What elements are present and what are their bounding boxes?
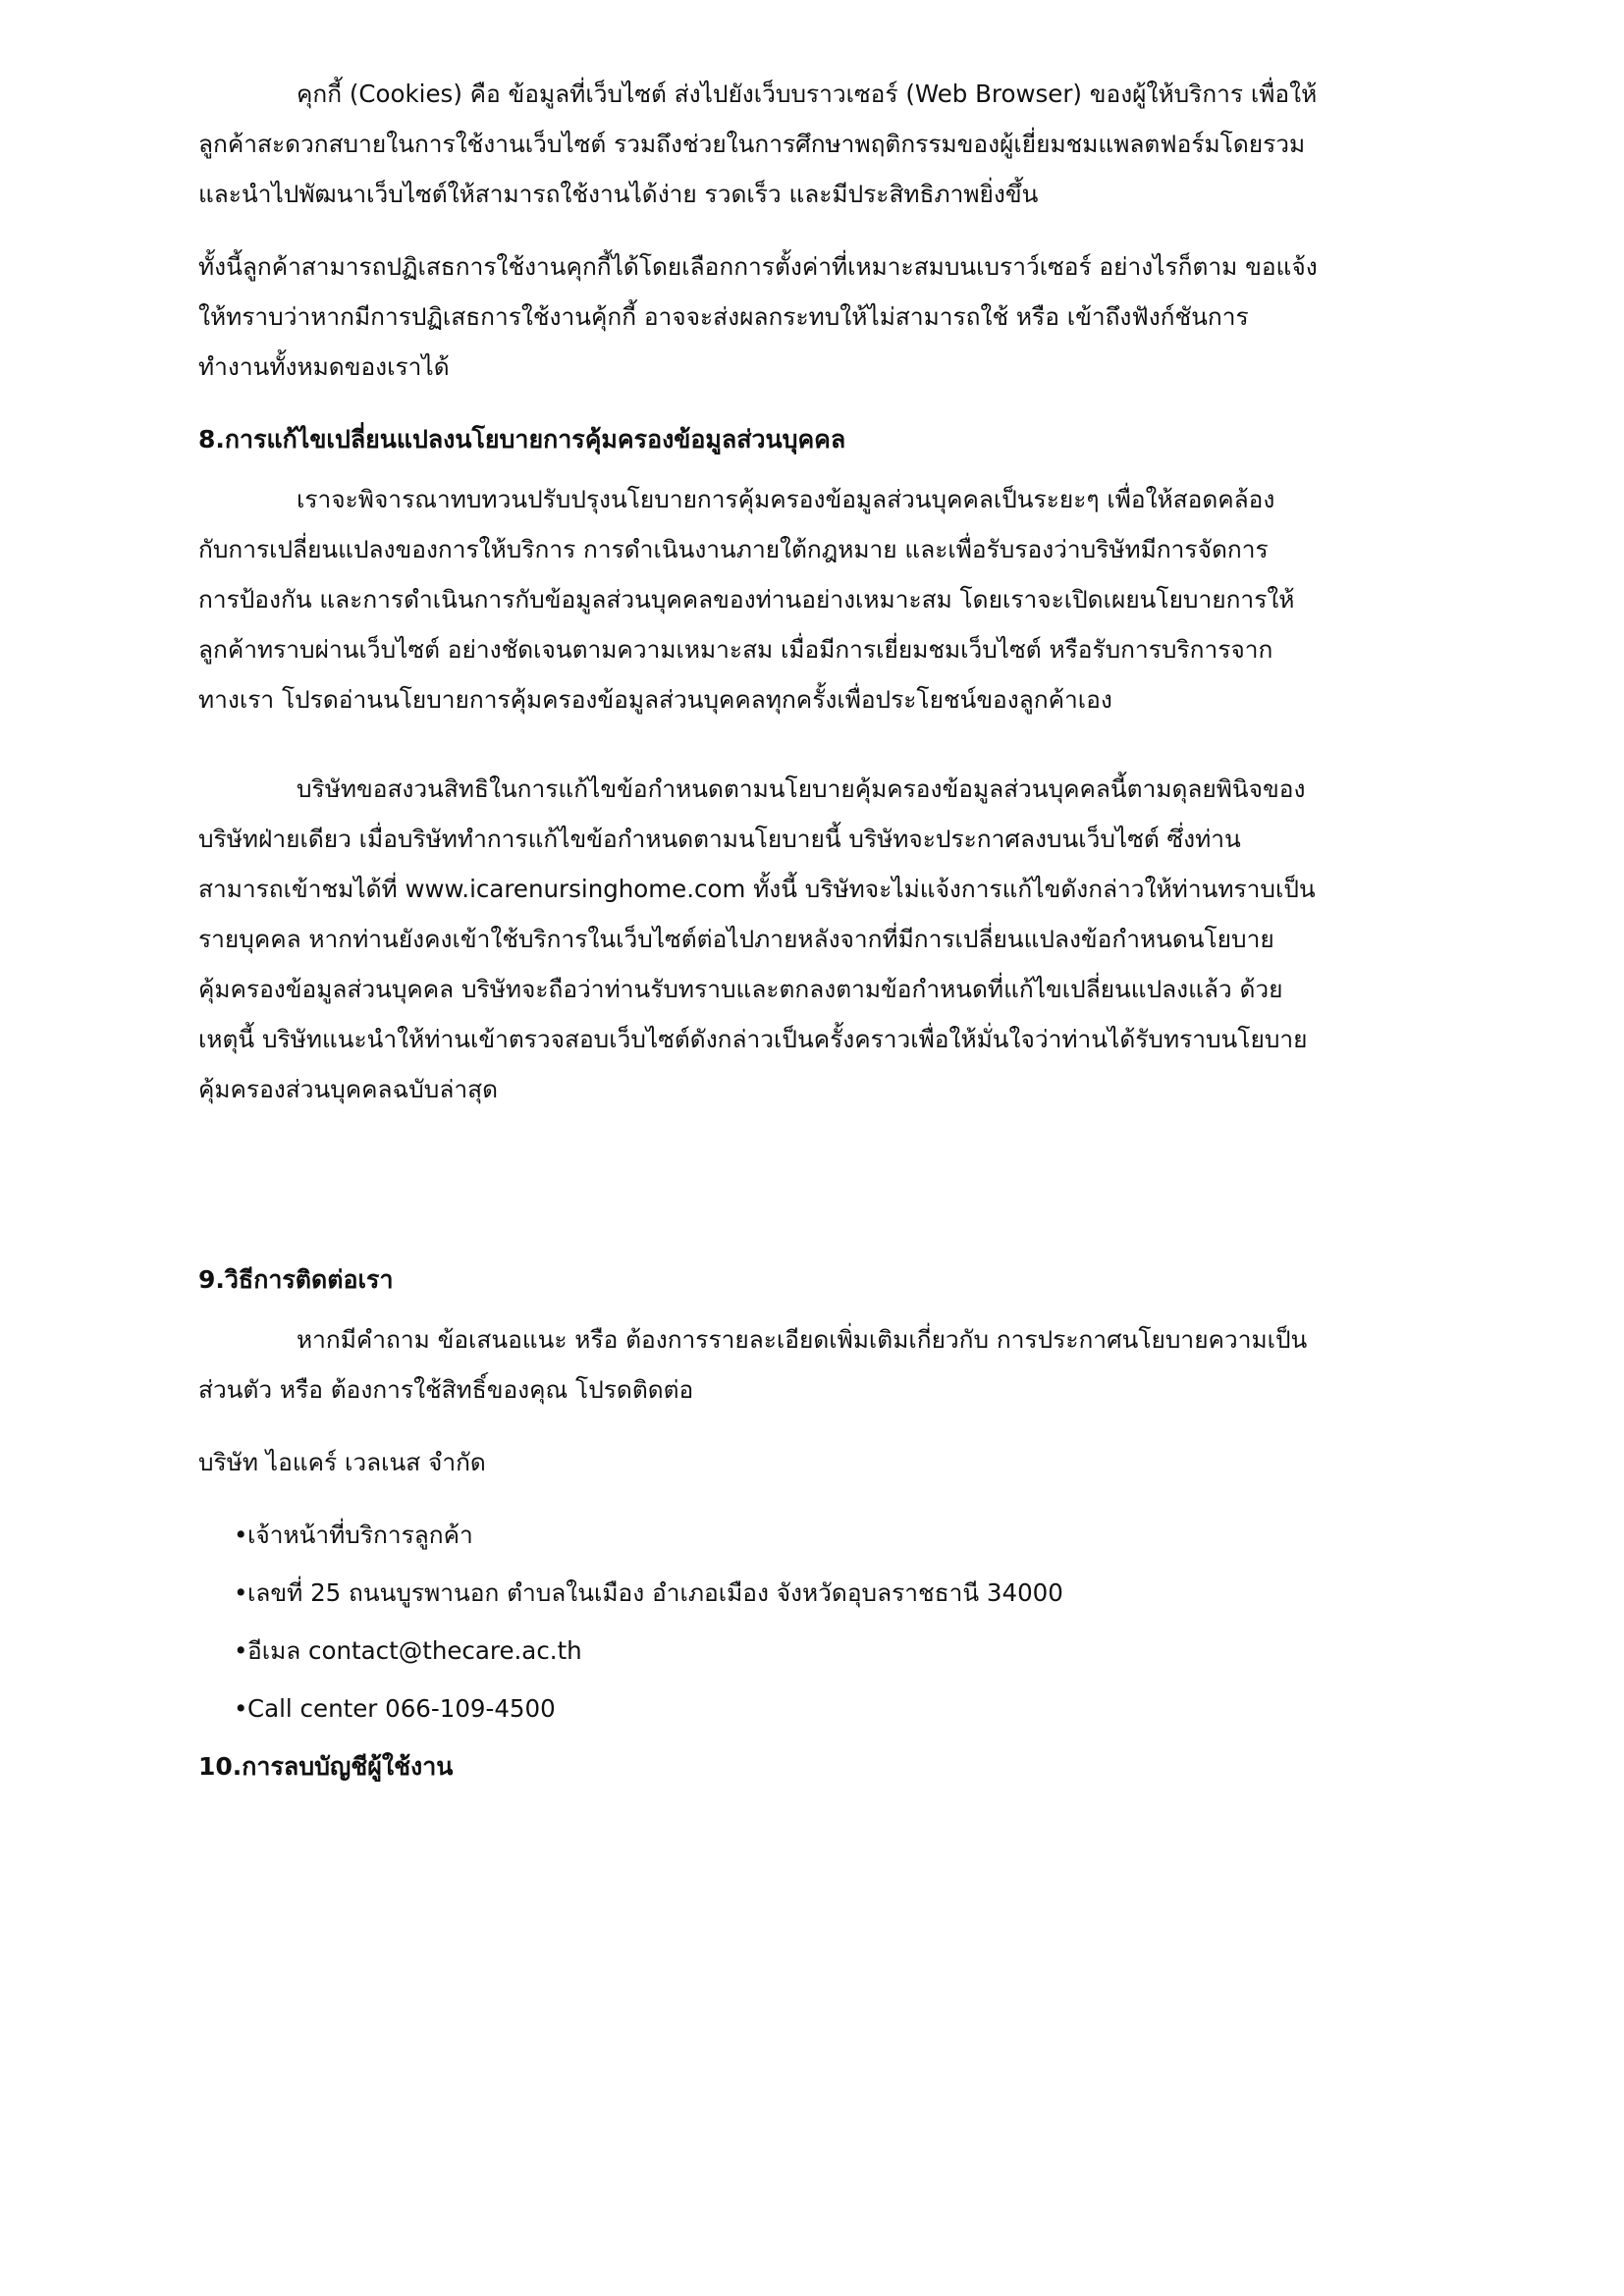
contact-phone: Call center 066-109-4500 (247, 1694, 556, 1723)
text-line: หากมีคำถาม ข้อเสนอแนะ หรือ ต้องการรายละเอียดเพิ่มเติมเกี่ยวกับ การประกาศนโยบายความเป็น (297, 1325, 1308, 1354)
text-line: ทั้งนี้ลูกค้าสามารถปฏิเสธการใช้งานคุกกี้ได้โดยเลือกการตั้งค่าที่เหมาะสมบนเบราว์เซอร์ อย่างไรก็ตาม ขอแจ้ง (198, 252, 1318, 281)
text-line: ทางเรา โปรดอ่านนโยบายการคุ้มครองข้อมูลส่วนบุคคลทุกครั้งเพื่อประโยชน์ของลูกค้าเอง (198, 685, 1112, 714)
section-9-heading: 9.วิธีการติดต่อเรา (198, 1265, 394, 1294)
text-line: คุ้มครองส่วนบุคคลฉบับล่าสุด (198, 1075, 498, 1103)
document-page (198, 69, 1435, 1801)
list-item (234, 1568, 1435, 1618)
text-line: ให้ทราบว่าหากมีการปฏิเสธการใช้งานคุ้กกี้ อาจจะส่งผลกระทบให้ไม่สามารถใช้ หรือ เข้าถึงฟังก์ชันการ (198, 302, 1249, 331)
section-8-paragraph-2 (198, 764, 1435, 1114)
contact-department: เจ้าหน้าที่บริการลูกค้า (247, 1521, 473, 1549)
list-item (234, 1683, 1435, 1734)
contact-email: อีเมล contact@thecare.ac.th (247, 1636, 582, 1665)
section-10-heading: 10.การลบบัญชีผู้ใช้งาน (198, 1752, 454, 1781)
text-line: บริษัทฝ่ายเดียว เมื่อบริษัททำการแก้ไขข้อกำหนดตามนโยบายนี้ บริษัทจะประกาศลงบนเว็บไซต์ ซึ่งท่าน (198, 825, 1241, 853)
text-line: คุ้มครองข้อมูลส่วนบุคคล บริษัทจะถือว่าท่านรับทราบและตกลงตามข้อกำหนดที่แก้ไขเปลี่ยนแปลงแล้ว ด้วย (198, 975, 1283, 1003)
text-line: บริษัทขอสงวนสิทธิในการแก้ไขข้อกำหนดตามนโยบายคุ้มครองข้อมูลส่วนบุคคลนี้ตามดุลยพินิจของ (297, 774, 1306, 803)
company-name (198, 1437, 1435, 1487)
bullet-icon: • (234, 1694, 248, 1723)
text-line: บริษัท ไอแคร์ เวลเนส จำกัด (198, 1448, 486, 1476)
text-line: ทำงานทั้งหมดของเราได้ (198, 352, 450, 381)
section-8-heading: 8.การแก้ไขเปลี่ยนแปลงนโยบายการคุ้มครองข้อมูลส่วนบุคคล (198, 425, 846, 454)
cookies-paragraph-2 (198, 241, 1435, 392)
bullet-icon: • (234, 1521, 248, 1549)
text-line: กับการเปลี่ยนแปลงของการให้บริการ การดำเนินงานภายใต้กฎหมาย และเพื่อรับรองว่าบริษัทมีการจัดการ (198, 535, 1269, 563)
contact-address: เลขที่ 25 ถนนบูรพานอก ตำบลในเมือง อำเภอเมือง จังหวัดอุบลราชธานี 34000 (247, 1578, 1063, 1607)
cookies-paragraph-1 (198, 69, 1435, 219)
list-item (234, 1510, 1435, 1560)
text-line: เราจะพิจารณาทบทวนปรับปรุงนโยบายการคุ้มครองข้อมูลส่วนบุคคลเป็นระยะๆ เพื่อให้สอดคล้อง (297, 485, 1275, 513)
text-line: สามารถเข้าชมได้ที่ www.icarenursinghome.com ทั้งนี้ บริษัทจะไม่แจ้งการแก้ไขดังกล่าวให้ท่านทราบเป็น (198, 875, 1316, 903)
bullet-icon: • (234, 1578, 248, 1607)
text-line: ลูกค้าสะดวกสบายในการใช้งานเว็บไซต์ รวมถึงช่วยในการศึกษาพฤติกรรมของผู้เยี่ยมชมแพลตฟอร์มโดยรวม (198, 130, 1306, 158)
text-line: การป้องกัน และการดำเนินการกับข้อมูลส่วนบุคคลของท่านอย่างเหมาะสม โดยเราจะเปิดเผยนโยบายการให้ (198, 585, 1295, 614)
text-line: คุกกี้ (Cookies) คือ ข้อมูลที่เว็บไซต์ ส่งไปยังเว็บบราวเซอร์ (Web Browser) ของผู้ให้บริการ เพื่อให้ (297, 80, 1318, 108)
text-line: รายบุคคล หากท่านยังคงเข้าใช้บริการในเว็บไซต์ต่อไปภายหลังจากที่มีการเปลี่ยนแปลงข้อกำหนดนโยบาย (198, 925, 1274, 953)
text-line: ลูกค้าทราบผ่านเว็บไซต์ อย่างชัดเจนตามความเหมาะสม เมื่อมีการเยี่ยมชมเว็บไซต์ หรือรับการบริการจาก (198, 635, 1273, 664)
contact-list (198, 1510, 1435, 1734)
text-line: เหตุนี้ บริษัทแนะนำให้ท่านเข้าตรวจสอบเว็บไซต์ดังกล่าวเป็นครั้งคราวเพื่อให้มั่นใจว่าท่านได้รับทราบนโยบาย (198, 1025, 1308, 1053)
text-line: และนำไปพัฒนาเว็บไซต์ให้สามารถใช้งานได้ง่าย รวดเร็ว และมีประสิทธิภาพยิ่งขึ้น (198, 180, 1039, 208)
text-line: ส่วนตัว หรือ ต้องการใช้สิทธิ์ของคุณ โปรดติดต่อ (198, 1375, 694, 1404)
list-item (234, 1626, 1435, 1676)
section-9-paragraph-1 (198, 1314, 1435, 1415)
section-8-paragraph-1 (198, 474, 1435, 724)
bullet-icon: • (234, 1636, 248, 1665)
